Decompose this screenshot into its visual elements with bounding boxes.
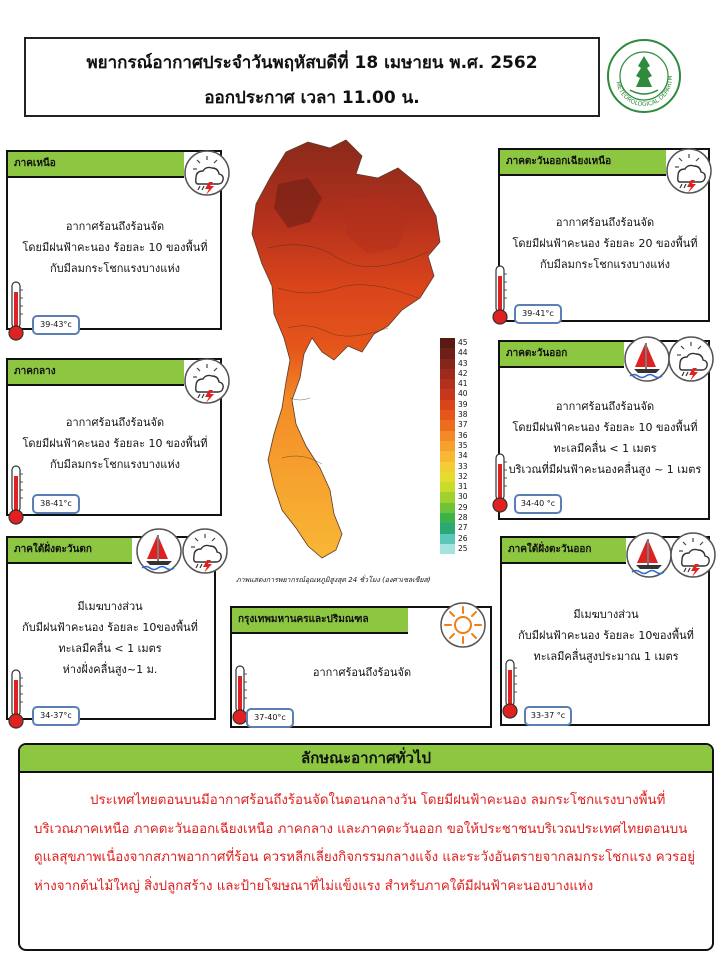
region-northeast-card	[498, 148, 710, 322]
sailboat-icon	[626, 532, 672, 578]
sailboat-icon	[624, 336, 670, 382]
thunderstorm-icon	[670, 532, 716, 578]
legend-label: 37	[458, 420, 468, 430]
legend-swatch	[440, 379, 455, 389]
legend-label: 29	[458, 502, 468, 512]
thunderstorm-icon	[184, 358, 230, 404]
thunderstorm-icon	[668, 336, 714, 382]
thunderstorm-icon	[182, 528, 228, 574]
region-central-title: ภาคกลาง	[8, 360, 184, 386]
legend-label: 26	[458, 533, 468, 543]
legend-label: 41	[458, 379, 468, 389]
legend-swatch	[440, 544, 455, 554]
thermometer-icon	[490, 452, 510, 514]
general-weather-title: ลักษณะอากาศทั่วไป	[20, 745, 712, 773]
general-weather-text: ประเทศไทยตอนบนมีอากาศร้อนถึงร้อนจัดในตอนกลางวัน โดยมีฝนฟ้าคะนอง ลมกระโชกแรงบางพื้นที่ บริเวณภาคเหนือ ภาคตะวันออกเฉียงเหนือ ภาคกลาง และภาคตะวันออก ขอให้ประชาชนบริเวณประเทศไทยตอนบนดูแลสุขภาพเนื่องจากสภาพอากาศที่ร้อน ควรหลีกเลี่ยงกิจกรรมกลางแจ้ง และระวังอันตรายจากลมกระโชกแรง ควรอยู่ห่างจากต้นไม้ใหญ่ สิ่งปลูกสร้าง และป้ายโฆษณาที่ไม่แข็งแรง สำหรับภาคใต้มีฝนฟ้าคะนองบางแห่ง	[34, 793, 696, 894]
region-south-west-temp-badge: 34-37°c	[32, 706, 80, 726]
region-north-title: ภาคเหนือ	[8, 152, 184, 178]
thermometer-icon	[6, 280, 26, 342]
region-central-card	[6, 358, 222, 516]
thermometer-icon	[6, 668, 26, 730]
region-east-forecast: อากาศร้อนถึงร้อนจัด โดยมีฝนฟ้าคะนอง ร้อยละ 10 ของพื้นที่ ทะเลมีคลื่น < 1 เมตร บริเวณที่มีฝนฟ้าคะนองคลื่นสูง ~ 1 เมตร	[508, 400, 702, 476]
legend-swatch	[440, 410, 455, 420]
legend-label: 35	[458, 440, 468, 450]
legend-swatch	[440, 441, 455, 451]
legend-label: 32	[458, 471, 468, 481]
logo-text: METEOROLOGICAL DEPARTM	[614, 75, 675, 109]
region-bangkok-temp-badge: 37-40°c	[246, 708, 294, 728]
region-bangkok-forecast: อากาศร้อนถึงร้อนจัด	[312, 666, 412, 679]
region-northeast-temp-badge: 39-41°c	[514, 304, 562, 324]
thermometer-icon	[500, 658, 520, 720]
legend-swatch	[440, 369, 455, 379]
legend-swatch	[440, 420, 455, 430]
legend-label: 39	[458, 399, 468, 409]
page-title: พยากรณ์อากาศประจำวันพฤหัสบดีที่ 18 เมษายน พ.ศ. 2562	[86, 53, 538, 73]
legend-swatch	[440, 492, 455, 502]
legend-swatch	[440, 462, 455, 472]
thunderstorm-icon	[184, 150, 230, 196]
legend-label: 25	[458, 543, 468, 553]
thunderstorm-icon	[666, 148, 712, 194]
legend-label: 33	[458, 461, 468, 471]
legend-label: 45	[458, 338, 468, 347]
legend-swatch	[440, 513, 455, 523]
region-northeast-title: ภาคตะวันออกเฉียงเหนือ	[500, 150, 666, 176]
legend-swatch	[440, 431, 455, 441]
legend-swatch	[440, 359, 455, 369]
temperature-legend-labels	[458, 338, 468, 554]
region-central-temp-badge: 38-41°c	[32, 494, 80, 514]
legend-swatch	[440, 400, 455, 410]
region-south-east-temp-badge: 33-37 °c	[524, 706, 572, 726]
map-caption: ภาพแสดงการพยากรณ์อุณหภูมิสูงสุด 24 ชั่วโมง (องศาเซลเซียส)	[236, 576, 431, 584]
legend-label: 38	[458, 410, 468, 420]
region-south-east-title: ภาคใต้ฝั่งตะวันออก	[502, 538, 626, 564]
legend-swatch	[440, 523, 455, 533]
region-east-card	[498, 340, 710, 520]
legend-label: 36	[458, 430, 468, 440]
region-bangkok-title: กรุงเทพมหานครและปริมณฑล	[232, 608, 408, 634]
legend-swatch	[440, 451, 455, 461]
legend-label: 30	[458, 492, 468, 502]
region-northeast-forecast: อากาศร้อนถึงร้อนจัด โดยมีฝนฟ้าคะนอง ร้อยละ 20 ของพื้นที่ กับมีลมกระโชกแรงบางแห่ง	[512, 216, 698, 271]
legend-label: 34	[458, 451, 468, 461]
legend-label: 27	[458, 523, 468, 533]
region-south-west-forecast: มีเมฆบางส่วน กับมีฝนฟ้าคะนอง ร้อยละ 10ของพื้นที่ ทะเลมีคลื่น < 1 เมตร ห่างฝั่งคลื่นสูง~1 ม.	[22, 600, 198, 676]
region-east-temp-badge: 34-40 °c	[514, 494, 562, 514]
legend-swatch	[440, 482, 455, 492]
region-north-card	[6, 150, 222, 330]
legend-swatch	[440, 389, 455, 399]
legend-label: 31	[458, 482, 468, 492]
title-box	[24, 37, 600, 117]
legend-swatch	[440, 338, 455, 348]
meteorological-department-logo	[606, 38, 682, 114]
legend-label: 42	[458, 368, 468, 378]
thermometer-icon	[490, 264, 510, 326]
region-south-east-card	[500, 536, 710, 726]
sailboat-icon	[136, 528, 182, 574]
region-south-east-forecast: มีเมฆบางส่วน กับมีฝนฟ้าคะนอง ร้อยละ 10ของพื้นที่ ทะเลมีคลื่นสูงประมาณ 1 เมตร	[518, 608, 694, 663]
temperature-map	[238, 138, 460, 570]
legend-swatch	[440, 534, 455, 544]
general-weather-box	[18, 743, 714, 951]
region-south-west-title: ภาคใต้ฝั่งตะวันตก	[8, 538, 132, 564]
issue-time: ออกประกาศ เวลา 11.00 น.	[204, 88, 420, 108]
region-central-forecast: อากาศร้อนถึงร้อนจัด โดยมีฝนฟ้าคะนอง ร้อยละ 10 ของพื้นที่ กับมีลมกระโชกแรงบางแห่ง	[22, 416, 208, 471]
legend-label: 28	[458, 513, 468, 523]
region-north-temp-badge: 39-43°c	[32, 315, 80, 335]
legend-label: 44	[458, 348, 468, 358]
legend-label: 43	[458, 358, 468, 368]
region-east-title: ภาคตะวันออก	[500, 342, 624, 368]
region-south-west-card	[6, 536, 216, 720]
legend-swatch	[440, 348, 455, 358]
legend-swatch	[440, 503, 455, 513]
region-north-forecast: อากาศร้อนถึงร้อนจัด โดยมีฝนฟ้าคะนอง ร้อยละ 10 ของพื้นที่ กับมีลมกระโชกแรงบางแห่ง	[22, 220, 208, 275]
legend-swatch	[440, 472, 455, 482]
sun-icon	[440, 602, 486, 648]
temperature-legend	[440, 338, 458, 554]
thermometer-icon	[6, 464, 26, 526]
legend-label: 40	[458, 389, 468, 399]
region-bangkok-card	[230, 606, 492, 728]
